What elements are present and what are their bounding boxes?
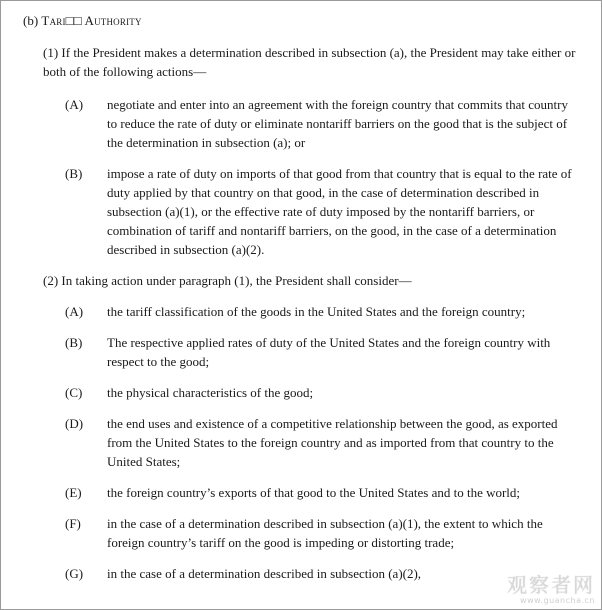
item-text: in the case of a determination described in subsection (a)(2), <box>107 566 422 581</box>
item-label: (C) <box>65 385 83 400</box>
item-text: The respective applied rates of duty of the United States and the foreign country with respect to the good; <box>107 335 551 369</box>
paragraph-1: (1) If the President makes a determination described in subsection (a), the President may take either or both of the following actions— <box>43 45 576 79</box>
item-label: (F) <box>65 516 81 531</box>
item-text: the foreign country’s exports of that good to the United States and to the world; <box>107 485 521 500</box>
watermark-url: www.guancha.cn <box>520 596 595 605</box>
section-heading <box>23 11 142 30</box>
item-text: the physical characteristics of the good; <box>107 385 314 400</box>
item-label: (G) <box>65 566 84 581</box>
item-label: (E) <box>65 485 82 500</box>
item-label: (B) <box>65 335 83 350</box>
watermark-logo-text: 观察者网 <box>507 573 595 597</box>
item-text: in the case of a determination described in subsection (a)(1), the extent to which the foreign country’s tariff on the good is impeding or distorting trade; <box>107 516 543 550</box>
item-text: the end uses and existence of a competitive relationship between the good, as exported from the United States to the foreign country and as imported from that country to the United States; <box>107 416 558 469</box>
item-label: (A) <box>65 97 84 112</box>
item-label: (B) <box>65 166 83 181</box>
watermark <box>507 574 595 605</box>
item-text: the tariff classification of the goods in the United States and the foreign country; <box>107 304 526 319</box>
paragraph-2: (2) In taking action under paragraph (1), the President shall consider— <box>43 273 412 288</box>
item-text: impose a rate of duty on imports of that good from that country that is equal to the rate of duty applied by that country on that good, in the case of determination described in subsection (a)(1), or the effective rate of duty imposed by the nontariff barriers, or combination of tariff and nontariff barriers, on the good, in the case of a determination described in subsection (a)(2). <box>107 166 572 257</box>
section-label: (b) <box>23 13 39 28</box>
item-label: (D) <box>65 416 84 431</box>
item-label: (A) <box>65 304 84 319</box>
item-text: negotiate and enter into an agreement with the foreign country that commits that country to reduce the rate of duty or eliminate nontariff barriers on the good that is the subject of the determination in subsection (a); or <box>107 97 568 150</box>
section-title: Tari□□ Authority <box>41 13 142 28</box>
